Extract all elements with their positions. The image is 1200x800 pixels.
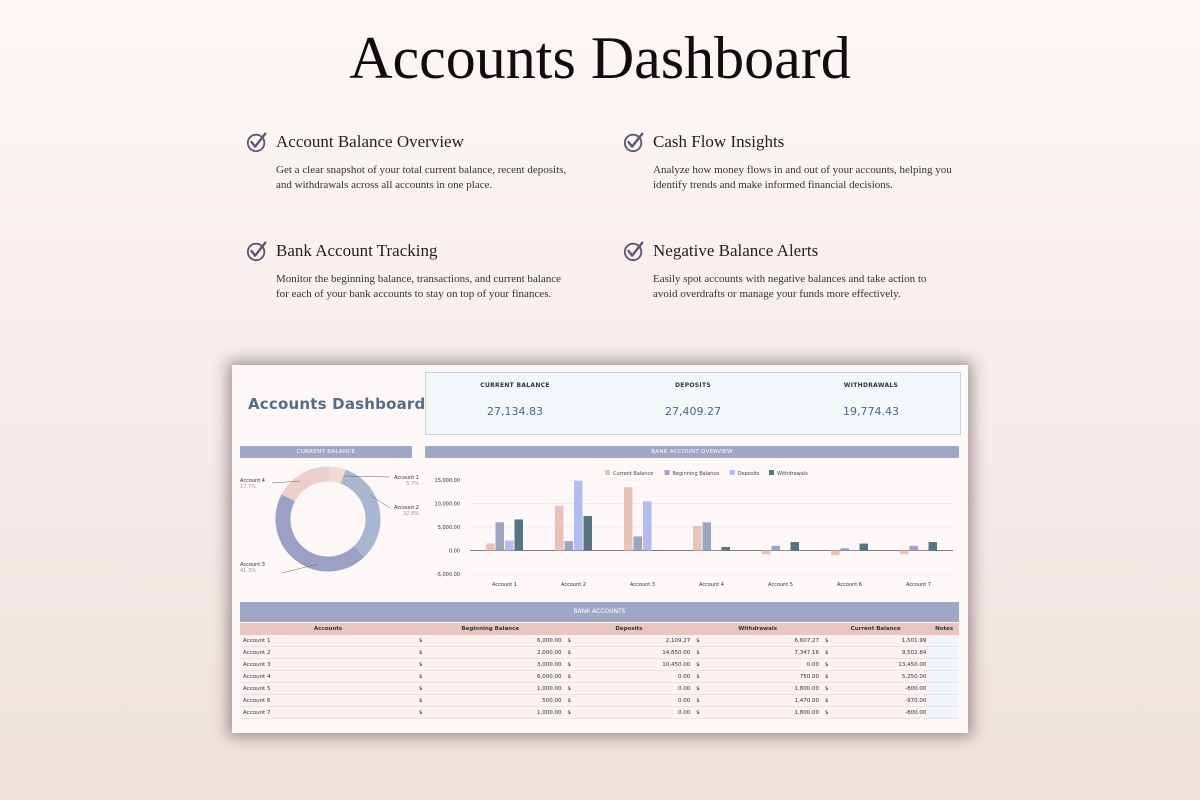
col-withdrawals: Withdrawals bbox=[693, 623, 822, 635]
bar bbox=[486, 543, 495, 550]
withdrawals: 1,470.00 bbox=[705, 695, 822, 707]
table-header: BANK ACCOUNTS bbox=[240, 602, 959, 622]
kpi-label: DEPOSITS bbox=[675, 382, 711, 389]
col-beginning-balance: Beginning Balance bbox=[416, 623, 564, 635]
feature-title: Account Balance Overview bbox=[276, 132, 464, 151]
col-accounts: Accounts bbox=[240, 623, 416, 635]
currency-symbol: $ bbox=[693, 671, 705, 683]
kpi-label: WITHDRAWALS bbox=[843, 382, 899, 389]
kpi-box bbox=[425, 372, 961, 435]
currency-symbol: $ bbox=[693, 707, 705, 719]
kpi-label: CURRENT BALANCE bbox=[480, 382, 550, 389]
kpi-deposits bbox=[604, 373, 782, 418]
x-tick-label: Account 6 bbox=[837, 582, 862, 588]
y-tick-label: -5,000.00 bbox=[435, 572, 460, 578]
feature-cash-flow-insights bbox=[623, 131, 953, 193]
withdrawals: 1,800.00 bbox=[705, 707, 822, 719]
current-balance: 5,250.00 bbox=[834, 671, 929, 683]
currency-symbol: $ bbox=[564, 647, 576, 659]
currency-symbol: $ bbox=[564, 683, 576, 695]
currency-symbol: $ bbox=[822, 635, 834, 647]
check-circle-icon bbox=[623, 240, 645, 262]
sheet-title: Accounts Dashboard bbox=[248, 395, 426, 413]
kpi-value: 27,409.27 bbox=[665, 405, 721, 418]
legend-label: Withdrawals bbox=[777, 471, 808, 477]
table-row[interactable] bbox=[240, 707, 959, 719]
bar bbox=[841, 548, 850, 550]
currency-symbol: $ bbox=[564, 659, 576, 671]
col-notes: Notes bbox=[929, 623, 959, 635]
x-tick-label: Account 1 bbox=[492, 582, 517, 588]
currency-symbol: $ bbox=[416, 659, 428, 671]
col-current-balance: Current Balance bbox=[822, 623, 929, 635]
account-name: Account 5 bbox=[240, 683, 416, 695]
bar bbox=[505, 541, 514, 551]
feature-bank-account-tracking bbox=[246, 240, 576, 302]
notes[interactable] bbox=[929, 707, 959, 719]
bar-chart bbox=[425, 460, 959, 595]
check-circle-icon bbox=[246, 131, 268, 153]
y-tick-label: 10,000.00 bbox=[434, 501, 460, 508]
feature-negative-balance-alerts bbox=[623, 240, 953, 302]
beginning-balance: 3,000.00 bbox=[428, 659, 564, 671]
donut-slice bbox=[329, 474, 343, 477]
notes[interactable] bbox=[929, 695, 959, 707]
legend-swatch bbox=[665, 470, 670, 475]
chart-header: BANK ACCOUNT OVERVIEW bbox=[425, 446, 959, 458]
currency-symbol: $ bbox=[822, 659, 834, 671]
current-balance: 9,502.84 bbox=[834, 647, 929, 659]
legend-swatch bbox=[769, 470, 774, 475]
withdrawals: 7,347.16 bbox=[705, 647, 822, 659]
bar bbox=[515, 519, 524, 550]
table-row[interactable] bbox=[240, 683, 959, 695]
x-tick-label: Account 5 bbox=[768, 582, 793, 588]
x-tick-label: Account 7 bbox=[906, 582, 931, 588]
account-name: Account 1 bbox=[240, 635, 416, 647]
donut-svg bbox=[240, 463, 420, 588]
kpi-withdrawals bbox=[782, 373, 960, 418]
withdrawals: 6,607.27 bbox=[705, 635, 822, 647]
deposits: 0.00 bbox=[576, 671, 693, 683]
legend-label: Beginning Balance bbox=[672, 471, 720, 477]
notes[interactable] bbox=[929, 647, 959, 659]
bar bbox=[703, 522, 712, 550]
bar bbox=[762, 551, 771, 555]
deposits: 2,109.27 bbox=[576, 635, 693, 647]
currency-symbol: $ bbox=[564, 635, 576, 647]
beginning-balance: 6,000.00 bbox=[428, 671, 564, 683]
bar bbox=[772, 546, 781, 551]
kpi-value: 27,134.83 bbox=[487, 405, 543, 418]
currency-symbol: $ bbox=[822, 683, 834, 695]
deposits: 0.00 bbox=[576, 695, 693, 707]
legend-label: Deposits bbox=[737, 471, 760, 477]
legend-label: Current Balance bbox=[613, 471, 654, 477]
currency-symbol: $ bbox=[564, 707, 576, 719]
donut-label-account-3: Account 3 41.3% bbox=[240, 562, 265, 574]
y-tick-label: 5,000.00 bbox=[437, 525, 460, 531]
withdrawals: 1,800.00 bbox=[705, 683, 822, 695]
kpi-value: 19,774.43 bbox=[843, 405, 899, 418]
currency-symbol: $ bbox=[822, 707, 834, 719]
account-name: Account 4 bbox=[240, 671, 416, 683]
col-deposits: Deposits bbox=[564, 623, 693, 635]
x-tick-label: Account 4 bbox=[699, 582, 724, 588]
currency-symbol: $ bbox=[416, 635, 428, 647]
bar bbox=[722, 547, 731, 551]
beginning-balance: 1,000.00 bbox=[428, 683, 564, 695]
currency-symbol: $ bbox=[416, 647, 428, 659]
donut-slice bbox=[343, 477, 373, 552]
bank-accounts-table bbox=[240, 623, 959, 719]
y-tick-label: 0.00 bbox=[448, 548, 460, 555]
currency-symbol: $ bbox=[416, 695, 428, 707]
bar bbox=[643, 501, 652, 550]
bar bbox=[910, 546, 919, 551]
bar bbox=[860, 544, 869, 551]
currency-symbol: $ bbox=[693, 647, 705, 659]
kpi-current-balance bbox=[426, 373, 604, 418]
legend-swatch bbox=[730, 470, 735, 475]
currency-symbol: $ bbox=[416, 683, 428, 695]
withdrawals: 750.00 bbox=[705, 671, 822, 683]
bar bbox=[584, 516, 593, 551]
x-tick-label: Account 3 bbox=[630, 582, 655, 588]
table-row[interactable] bbox=[240, 635, 959, 647]
current-balance: -800.00 bbox=[834, 707, 929, 719]
bar bbox=[900, 551, 909, 555]
currency-symbol: $ bbox=[693, 659, 705, 671]
currency-symbol: $ bbox=[822, 671, 834, 683]
donut-label-account-2: Account 2 32.8% bbox=[394, 505, 419, 517]
current-balance: 13,450.00 bbox=[834, 659, 929, 671]
beginning-balance: 6,000.00 bbox=[428, 635, 564, 647]
bar-svg bbox=[425, 460, 959, 595]
feature-description: Easily spot accounts with negative balances and take action to avoid overdrafts or manage your funds more effectively. bbox=[653, 273, 927, 300]
table-row[interactable] bbox=[240, 695, 959, 707]
bar bbox=[624, 487, 633, 550]
dashboard-sheet bbox=[232, 365, 968, 733]
donut-chart bbox=[240, 463, 420, 588]
y-tick-label: 15,000.00 bbox=[434, 478, 460, 484]
bar bbox=[693, 526, 702, 551]
table-row[interactable] bbox=[240, 647, 959, 659]
beginning-balance: 500.00 bbox=[428, 695, 564, 707]
feature-account-balance-overview bbox=[246, 131, 576, 193]
bar bbox=[831, 551, 840, 556]
currency-symbol: $ bbox=[693, 695, 705, 707]
currency-symbol: $ bbox=[693, 683, 705, 695]
account-name: Account 3 bbox=[240, 659, 416, 671]
notes[interactable] bbox=[929, 671, 959, 683]
feature-description: Analyze how money flows in and out of your accounts, helping you identify trends and make informed financial decisions. bbox=[653, 164, 952, 191]
account-name: Account 6 bbox=[240, 695, 416, 707]
deposits: 0.00 bbox=[576, 683, 693, 695]
bar bbox=[929, 542, 938, 550]
account-name: Account 2 bbox=[240, 647, 416, 659]
currency-symbol: $ bbox=[822, 647, 834, 659]
deposits: 10,450.00 bbox=[576, 659, 693, 671]
bar bbox=[555, 506, 564, 551]
current-balance: 1,501.99 bbox=[834, 635, 929, 647]
check-circle-icon bbox=[623, 131, 645, 153]
notes[interactable] bbox=[929, 635, 959, 647]
beginning-balance: 2,000.00 bbox=[428, 647, 564, 659]
feature-description: Get a clear snapshot of your total current balance, recent deposits, and withdrawals across all accounts in one place. bbox=[276, 164, 567, 191]
legend-swatch bbox=[605, 470, 610, 475]
donut-slice bbox=[288, 474, 329, 498]
current-balance: -800.00 bbox=[834, 683, 929, 695]
currency-symbol: $ bbox=[564, 671, 576, 683]
currency-symbol: $ bbox=[822, 695, 834, 707]
table-row[interactable] bbox=[240, 671, 959, 683]
bar bbox=[496, 522, 505, 550]
x-tick-label: Account 2 bbox=[561, 582, 586, 588]
currency-symbol: $ bbox=[416, 707, 428, 719]
bar bbox=[574, 481, 583, 551]
currency-symbol: $ bbox=[416, 671, 428, 683]
feature-title: Cash Flow Insights bbox=[653, 132, 785, 151]
deposits: 14,850.00 bbox=[576, 647, 693, 659]
table-row[interactable] bbox=[240, 659, 959, 671]
check-circle-icon bbox=[246, 240, 268, 262]
donut-header: CURRENT BALANCE bbox=[240, 446, 412, 458]
notes[interactable] bbox=[929, 683, 959, 695]
feature-title: Negative Balance Alerts bbox=[653, 241, 819, 260]
feature-description: Monitor the beginning balance, transactions, and current balance for each of your bank accounts to stay on top of your finances. bbox=[276, 273, 561, 300]
feature-title: Bank Account Tracking bbox=[276, 241, 438, 260]
beginning-balance: 1,000.00 bbox=[428, 707, 564, 719]
bar bbox=[565, 541, 574, 550]
bar bbox=[791, 542, 800, 550]
donut-label-account-1: Account 1 5.7% bbox=[394, 475, 419, 487]
deposits: 0.00 bbox=[576, 707, 693, 719]
current-balance: -970.00 bbox=[834, 695, 929, 707]
bar bbox=[634, 536, 643, 550]
donut-slice bbox=[283, 498, 359, 564]
account-name: Account 7 bbox=[240, 707, 416, 719]
page-title: Accounts Dashboard bbox=[349, 25, 851, 91]
donut-label-account-4: Account 4 17.7% bbox=[240, 478, 265, 490]
notes[interactable] bbox=[929, 659, 959, 671]
currency-symbol: $ bbox=[693, 635, 705, 647]
currency-symbol: $ bbox=[564, 695, 576, 707]
withdrawals: 0.00 bbox=[705, 659, 822, 671]
